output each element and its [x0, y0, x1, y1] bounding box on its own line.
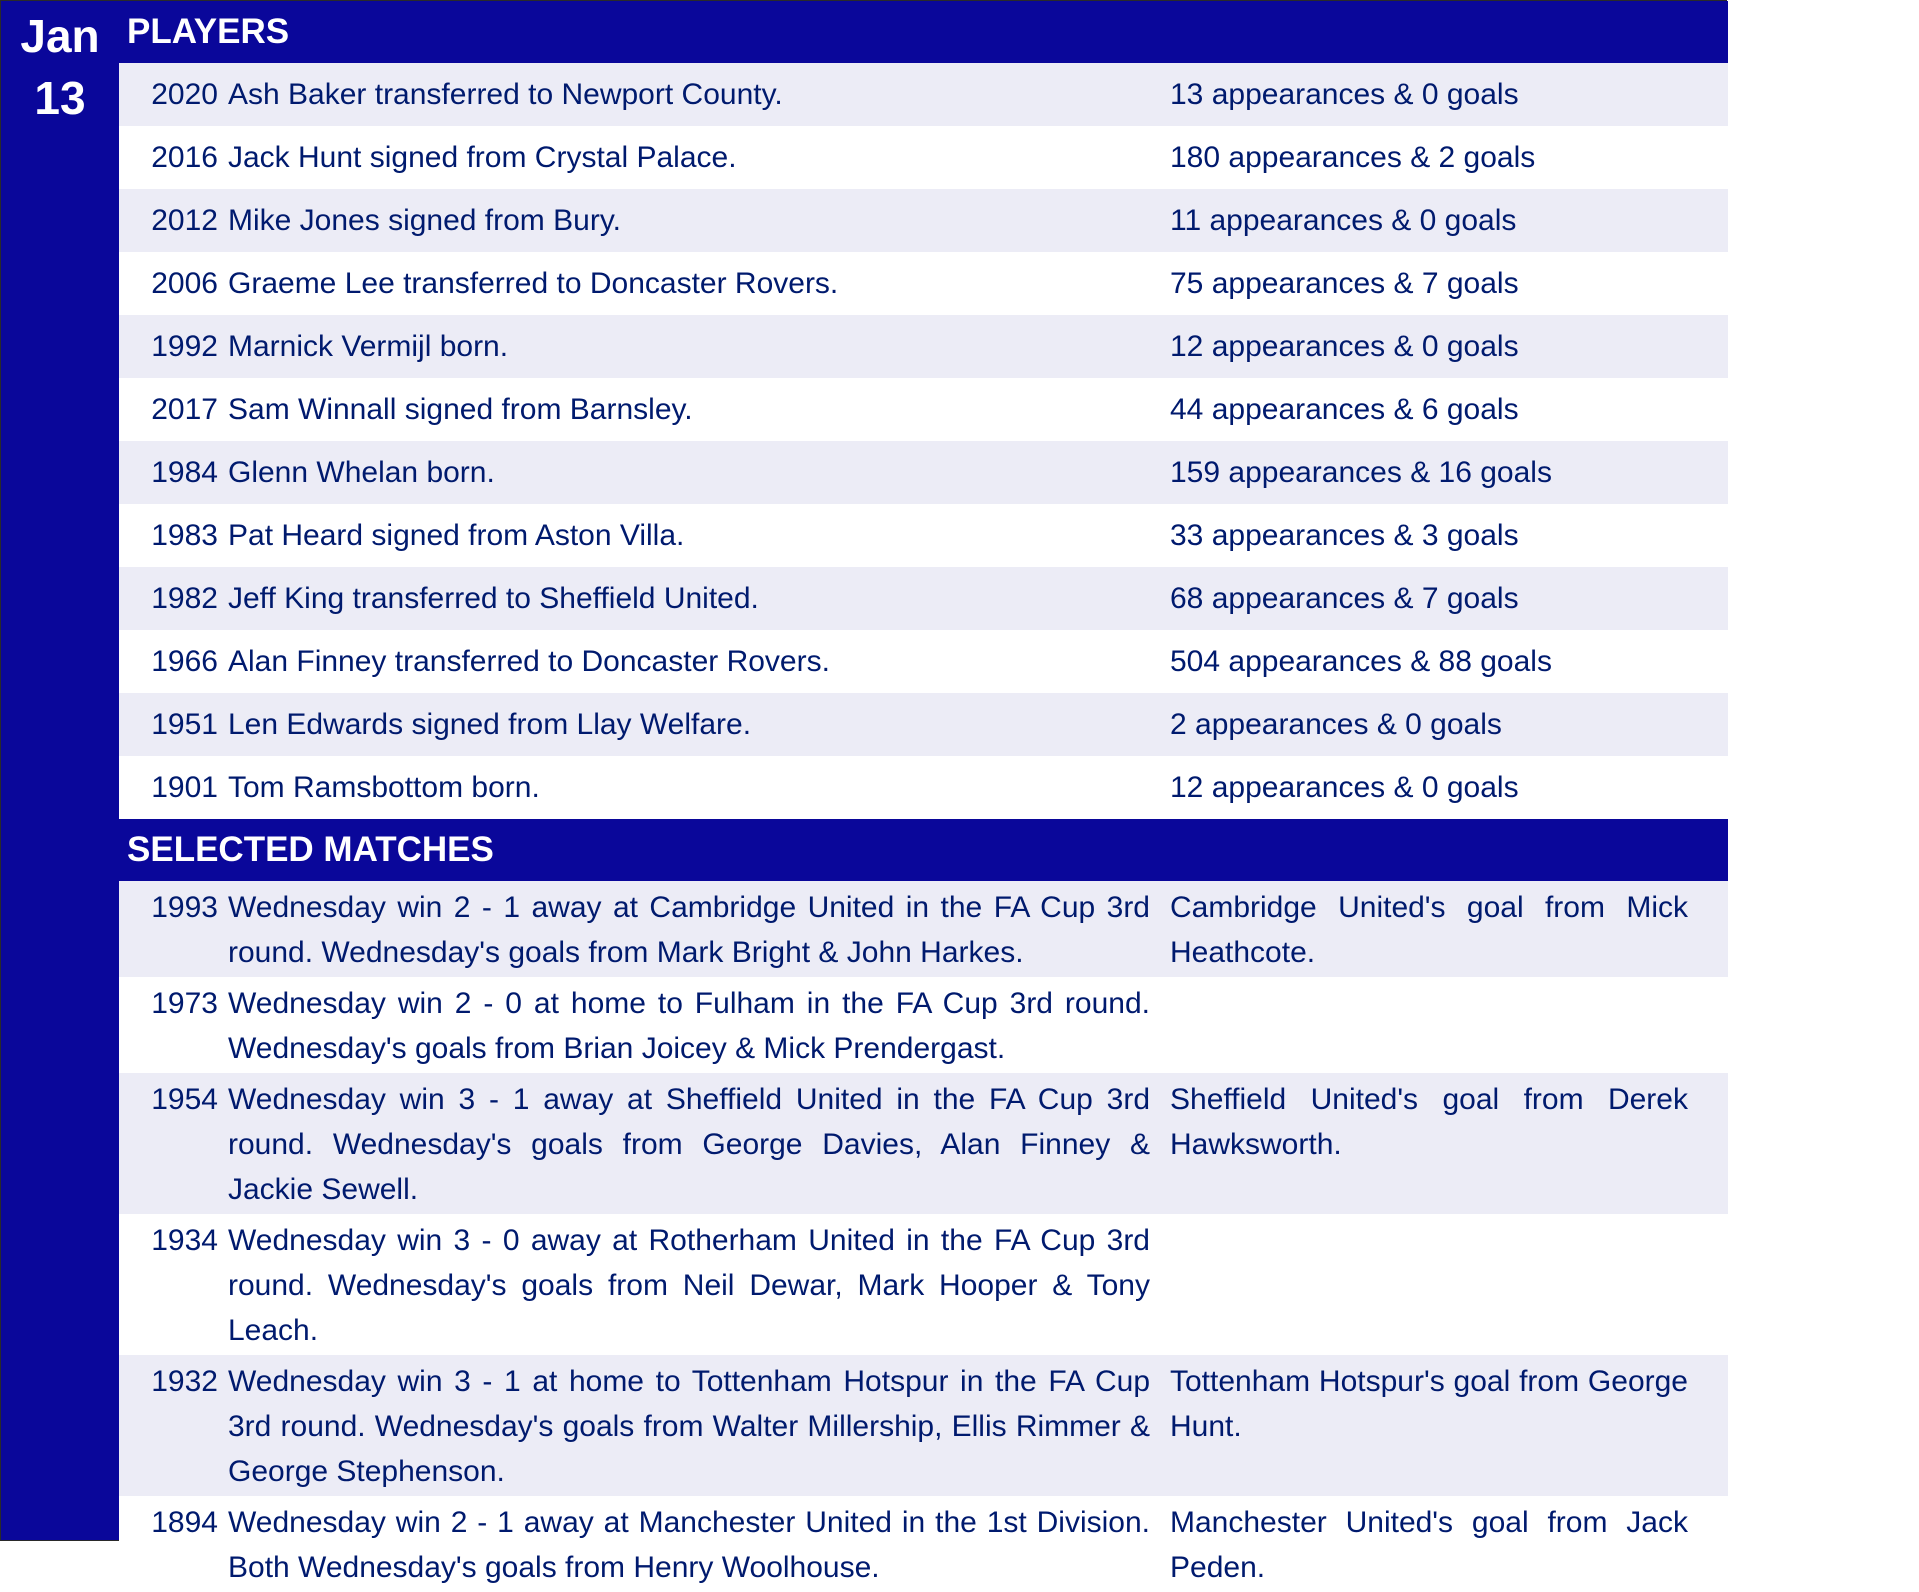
- match-year: 1932: [151, 1365, 218, 1398]
- player-row: [119, 693, 1728, 756]
- date-day: 13: [34, 72, 86, 124]
- match-row: [119, 1355, 1728, 1496]
- match-row: [119, 1073, 1728, 1214]
- player-row: [119, 378, 1728, 441]
- player-row: [119, 504, 1728, 567]
- player-row: [119, 756, 1728, 819]
- match-row: [119, 881, 1728, 977]
- player-event: Jack Hunt signed from Crystal Palace.: [228, 140, 737, 174]
- match-year: 1973: [151, 987, 218, 1020]
- content-area: [119, 1, 1728, 1592]
- player-event: Len Edwards signed from Llay Welfare.: [228, 707, 752, 741]
- player-row: [119, 441, 1728, 504]
- player-event: Jeff King transferred to Sheffield United.: [228, 581, 759, 615]
- player-year: 2006: [151, 266, 218, 300]
- player-year: 1982: [151, 581, 218, 615]
- match-summary: Wednesday win 3 - 1 away at Sheffield United in the FA Cup 3rd round. Wednesday's goals from George Davies, Alan Finney & Jackie Sewell.: [228, 1083, 1150, 1206]
- opponent-goals: [1162, 981, 1692, 1071]
- player-event: Sam Winnall signed from Barnsley.: [228, 392, 693, 426]
- player-stats: 68 appearances & 7 goals: [1170, 581, 1519, 615]
- match-row: [119, 1496, 1728, 1592]
- player-row: [119, 567, 1728, 630]
- player-stats: 159 appearances & 16 goals: [1170, 455, 1552, 489]
- player-event: Ash Baker transferred to Newport County.: [228, 77, 783, 111]
- player-event: Marnick Vermijl born.: [228, 329, 509, 363]
- player-event: Graeme Lee transferred to Doncaster Rovers.: [228, 266, 839, 300]
- player-year: 2012: [151, 203, 218, 237]
- player-year: 2016: [151, 140, 218, 174]
- player-stats: 75 appearances & 7 goals: [1170, 266, 1519, 300]
- player-stats: 11 appearances & 0 goals: [1170, 203, 1517, 237]
- match-row: [119, 977, 1728, 1073]
- player-year: 1951: [151, 707, 218, 741]
- player-year: 1983: [151, 518, 218, 552]
- player-row: [119, 126, 1728, 189]
- player-stats: 180 appearances & 2 goals: [1170, 140, 1536, 174]
- match-summary: Wednesday win 2 - 1 away at Cambridge United in the FA Cup 3rd round. Wednesday's goals from Mark Bright & John Harkes.: [228, 891, 1150, 969]
- match-summary: Wednesday win 2 - 1 away at Manchester United in the 1st Division. Both Wednesday's goals from Henry Woolhouse.: [228, 1506, 1150, 1584]
- match-year: 1934: [151, 1224, 218, 1257]
- player-event: Tom Ramsbottom born.: [228, 770, 540, 804]
- opponent-goals: Manchester United's goal from Jack Peden.: [1170, 1506, 1688, 1584]
- date-month: Jan: [20, 10, 100, 62]
- players-header: PLAYERS: [119, 1, 1728, 63]
- player-stats: 44 appearances & 6 goals: [1170, 392, 1519, 426]
- player-stats: 13 appearances & 0 goals: [1170, 77, 1519, 111]
- player-year: 2020: [151, 77, 218, 111]
- player-year: 1992: [151, 329, 218, 363]
- player-row: [119, 630, 1728, 693]
- player-year: 1984: [151, 455, 218, 489]
- player-row: [119, 63, 1728, 126]
- player-event: Pat Heard signed from Aston Villa.: [228, 518, 685, 552]
- opponent-goals: Tottenham Hotspur's goal from George Hunt.: [1170, 1365, 1688, 1443]
- match-year: 1954: [151, 1083, 218, 1116]
- player-event: Glenn Whelan born.: [228, 455, 495, 489]
- match-summary: Wednesday win 3 - 1 at home to Tottenham Hotspur in the FA Cup 3rd round. Wednesday's goals from Walter Millership, Ellis Rimmer & George Stephenson.: [228, 1365, 1150, 1488]
- opponent-goals: Sheffield United's goal from Derek Hawksworth.: [1170, 1083, 1688, 1161]
- match-summary: Wednesday win 3 - 0 away at Rotherham United in the FA Cup 3rd round. Wednesday's goals from Neil Dewar, Mark Hooper & Tony Leach.: [228, 1224, 1150, 1347]
- player-year: 1901: [151, 770, 218, 804]
- match-year: 1993: [151, 891, 218, 924]
- player-event: Mike Jones signed from Bury.: [228, 203, 621, 237]
- player-row: [119, 252, 1728, 315]
- player-row: [119, 315, 1728, 378]
- matches-header: SELECTED MATCHES: [119, 819, 1728, 881]
- date-column: [1, 1, 119, 1540]
- player-stats: 2 appearances & 0 goals: [1170, 707, 1502, 741]
- match-year: 1894: [151, 1506, 218, 1539]
- player-stats: 33 appearances & 3 goals: [1170, 518, 1519, 552]
- opponent-goals: [1162, 1218, 1692, 1353]
- player-stats: 12 appearances & 0 goals: [1170, 329, 1519, 363]
- match-row: [119, 1214, 1728, 1355]
- match-summary: Wednesday win 2 - 0 at home to Fulham in the FA Cup 3rd round. Wednesday's goals from Brian Joicey & Mick Prendergast.: [228, 987, 1150, 1065]
- player-event: Alan Finney transferred to Doncaster Rovers.: [228, 644, 830, 678]
- player-year: 1966: [151, 644, 218, 678]
- player-row: [119, 189, 1728, 252]
- player-stats: 504 appearances & 88 goals: [1170, 644, 1552, 678]
- player-year: 2017: [151, 392, 218, 426]
- player-stats: 12 appearances & 0 goals: [1170, 770, 1519, 804]
- opponent-goals: Cambridge United's goal from Mick Heathcote.: [1170, 891, 1688, 969]
